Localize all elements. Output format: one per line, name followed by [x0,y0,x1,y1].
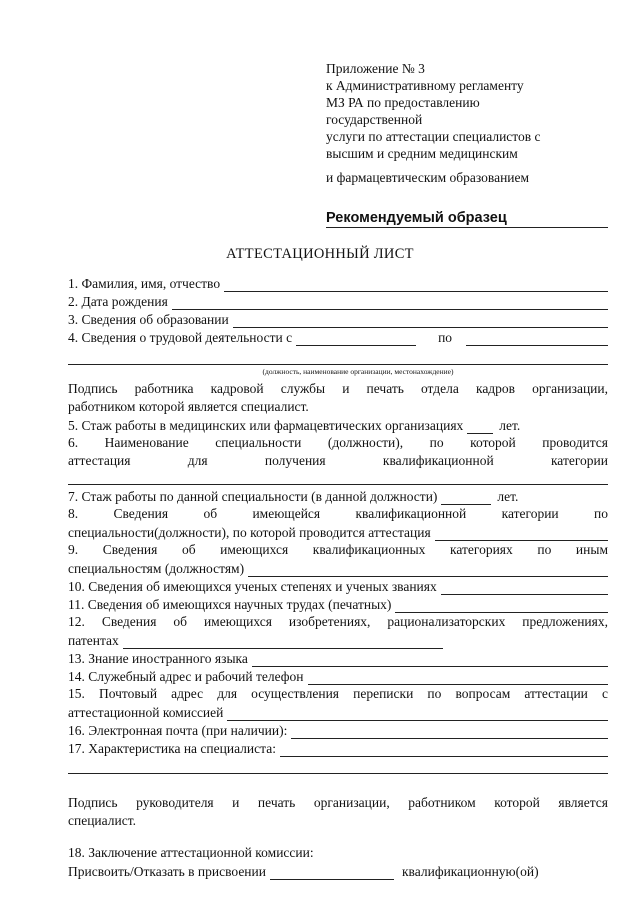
fill-line[interactable] [435,528,608,541]
fill-line[interactable] [296,333,416,346]
field-work-history [68,328,608,346]
appendix-line: высшим и средним медицинским [326,146,518,161]
field-label: лет. [499,418,521,433]
field-characteristic [68,739,608,757]
fill-line[interactable] [68,761,608,774]
field-label: 16. Электронная почта (при наличии): [68,723,288,738]
hr-signature-text: работником которой является специалист. [68,399,309,414]
document-title: АТТЕСТАЦИОННЫЙ ЛИСТ [226,246,414,262]
head-signature-text: Подпись руководителя и печать организации, работником которой является [68,795,608,810]
field-education [68,310,608,328]
fill-line[interactable] [252,654,608,667]
field-label: патентах [68,633,119,648]
field-label: специальности(должности), по которой проводится аттестация [68,525,431,540]
commission-conclusion-label: 18. Заключение аттестационной комиссии: [68,845,314,860]
field-label: 3. Сведения об образовании [68,312,229,327]
field-label: 11. Сведения об имеющихся научных трудах (печатных) [68,597,392,612]
field-specialty-label: 6. Наименование специальности (должности), по которой проводится [68,435,608,450]
fill-line[interactable] [233,315,608,328]
field-specialty-experience [68,487,608,505]
field-birth-date [68,292,608,310]
field-full-name [68,274,608,292]
fill-line[interactable] [280,744,608,757]
appendix-line: Приложение № 3 [326,61,425,76]
field-commission-decision [68,862,608,880]
field-label: 5. Стаж работы в медицинских или фармацевтических организациях [68,418,464,433]
field-label: 7. Стаж работы по данной специальности (в данной должности) [68,489,438,504]
appendix-header [326,60,626,186]
fill-line[interactable] [395,600,608,613]
form-body [68,274,608,880]
field-specialty-label: аттестация для получения квалификационной категории [68,453,608,468]
appendix-line: государственной [326,112,423,127]
field-other-categories [68,559,608,577]
field-label: 14. Служебный адрес и рабочий телефон [68,669,304,684]
field-label: квалификационную(ой) [402,864,539,879]
fill-line[interactable] [68,352,608,365]
fill-line[interactable] [270,867,394,880]
fill-line[interactable] [248,564,608,577]
fill-line[interactable] [466,333,608,346]
field-label: 13. Знание иностранного языка [68,651,248,666]
appendix-line: услуги по аттестации специалистов с [326,129,541,144]
fill-line[interactable] [68,472,608,485]
field-label: 10. Сведения об имеющихся ученых степенях и ученых званиях [68,579,437,594]
field-label: 1. Фамилия, имя, отчество [68,276,221,291]
fill-line[interactable] [441,492,491,505]
head-signature-text: специалист. [68,813,136,828]
hr-signature-text: Подпись работника кадровой службы и печать отдела кадров организации, [68,381,608,396]
fill-line[interactable] [291,726,608,739]
appendix-line: и фармацевтическим образованием [326,170,530,185]
appendix-line: к Административному регламенту [326,78,524,93]
field-label: специальностям (должностям) [68,561,245,576]
appendix-line: МЗ РА по предоставлению [326,95,480,110]
field-inventions [68,631,608,649]
field-label: 17. Характеристика на специалиста: [68,741,276,756]
field-inventions-label: 12. Сведения об имеющихся изобретениях, рационализаторских предложениях, [68,614,608,629]
fill-line[interactable] [172,297,608,310]
fill-line[interactable] [227,708,608,721]
field-label: Присвоить/Отказать в присвоении [68,864,266,879]
field-category-label: 8. Сведения об имеющейся квалификационной категории по [68,506,608,521]
field-label: аттестационной комиссией [68,705,224,720]
field-postal-address [68,703,608,721]
field-postal-address-label: 15. Почтовый адрес для осуществления переписки по вопросам аттестации с [68,686,608,701]
field-label: лет. [497,489,519,504]
field-other-categories-label: 9. Сведения об имеющихся квалификационных категориях по иным [68,542,608,557]
fill-line[interactable] [308,672,608,685]
field-label: по [438,330,453,345]
field-email [68,721,608,739]
field-medical-experience [68,416,608,434]
field-note: (должность, наименование организации, местонахождение) [262,367,454,376]
field-label: 2. Дата рождения [68,294,168,309]
field-work-address [68,667,608,685]
field-academic-degrees [68,577,608,595]
sample-label: Рекомендуемый образец [326,210,608,228]
field-category [68,523,608,541]
field-publications [68,595,608,613]
field-foreign-language [68,649,608,667]
field-label: 4. Сведения о трудовой деятельности с [68,330,293,345]
fill-line[interactable] [224,279,608,292]
fill-line[interactable] [467,421,493,434]
fill-line[interactable] [441,582,608,595]
fill-line[interactable] [123,636,443,649]
